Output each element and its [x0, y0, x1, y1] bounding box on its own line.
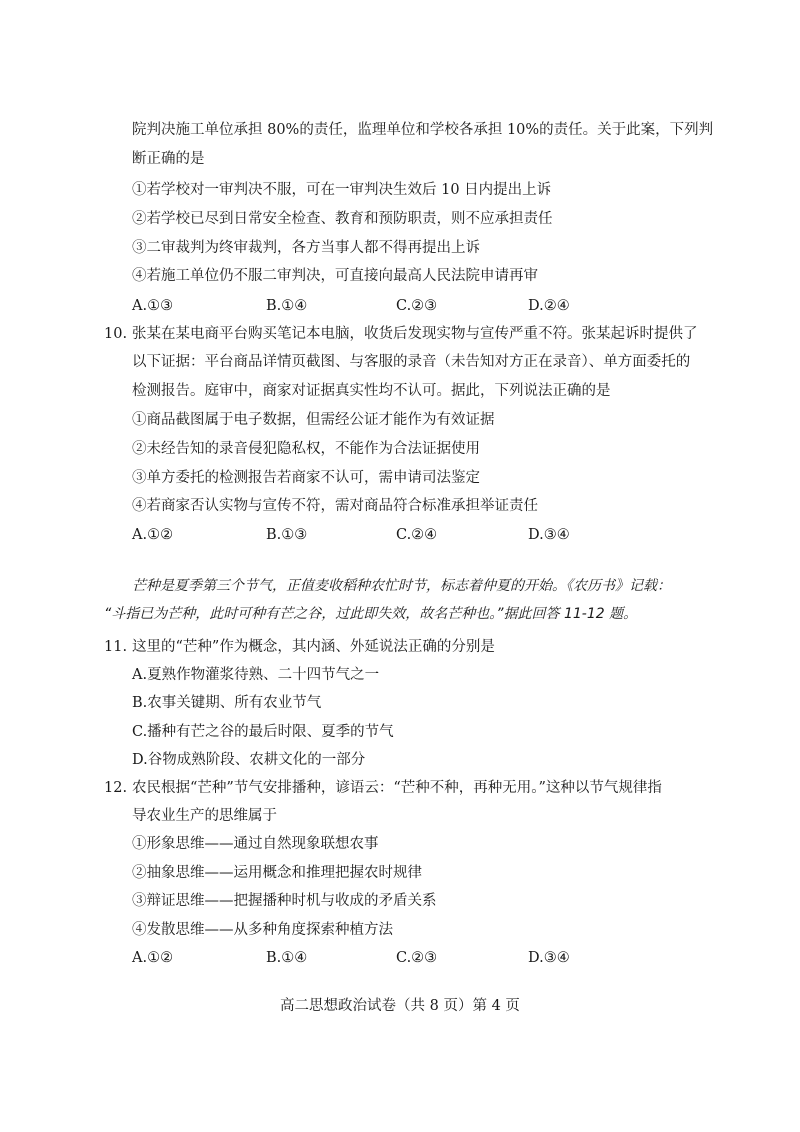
q11-choice-b: B.农事关键期、所有农业节气	[132, 695, 322, 711]
q10-item-3: ③单方委托的检测报告若商家不认可，需申请司法鉴定	[132, 470, 480, 486]
q11-number: 11.	[104, 639, 128, 655]
q10-number: 10.	[104, 326, 128, 342]
q12-item-2: ②抽象思维——运用概念和推理把握农时规律	[132, 865, 422, 881]
page-footer: 高二思想政治试卷（共 8 页）第 4 页	[280, 998, 520, 1014]
q10-option-b: B.①③	[266, 527, 308, 543]
q9-stem-line-2: 断正确的是	[132, 151, 205, 167]
q9-item-1: ①若学校对一审判决不服，可在一审判决生效后 10 日内提出上诉	[132, 182, 552, 198]
q9-item-2: ②若学校已尽到日常安全检查、教育和预防职责，则不应承担责任	[132, 211, 553, 227]
q9-option-a: A.①③	[132, 298, 174, 314]
q9-item-3: ③二审裁判为终审裁判，各方当事人都不得再提出上诉	[132, 240, 480, 256]
q12-item-4: ④发散思维——从多种角度探索种植方法	[132, 922, 393, 938]
q10-option-d: D.③④	[528, 527, 570, 543]
q10-item-4: ④若商家否认实物与宣传不符，需对商品符合标准承担举证责任	[132, 498, 538, 514]
q11-stem: 这里的“芒种”作为概念，其内涵、外延说法正确的分别是	[132, 639, 495, 655]
q9-option-c: C.②③	[396, 298, 438, 314]
q12-option-d: D.③④	[528, 950, 570, 966]
material-line-1: 芒种是夏季第三个节气，正值麦收稻种农忙时节，标志着仲夏的开始。《农历书》记载：	[132, 578, 671, 594]
q10-stem-line-1: 张某在某电商平台购买笔记本电脑，收货后发现实物与宣传严重不符。张某起诉时提供了	[132, 326, 698, 342]
q12-number: 12.	[104, 780, 128, 796]
q11-choice-a: A.夏熟作物灌浆待熟、二十四节气之一	[132, 667, 380, 683]
q10-stem-line-3: 检测报告。庭审中，商家对证据真实性均不认可。据此，下列说法正确的是	[132, 383, 611, 399]
q12-option-c: C.②③	[396, 950, 438, 966]
q12-item-1: ①形象思维——通过自然现象联想农事	[132, 836, 379, 852]
q12-option-a: A.①②	[132, 950, 174, 966]
q12-option-b: B.①④	[266, 950, 308, 966]
q9-item-4: ④若施工单位仍不服二审判决，可直接向最高人民法院申请再审	[132, 268, 538, 284]
q10-stem-line-2: 以下证据：平台商品详情页截图、与客服的录音（未告知对方正在录音）、单方面委托的	[132, 354, 691, 370]
q12-item-3: ③辩证思维——把握播种时机与收成的矛盾关系	[132, 893, 437, 909]
q12-stem-line-2: 导农业生产的思维属于	[132, 808, 277, 824]
q9-option-b: B.①④	[266, 298, 308, 314]
q10-option-c: C.②④	[396, 527, 438, 543]
q11-choice-c: C.播种有芒之谷的最后时限、夏季的节气	[132, 724, 394, 740]
q10-item-2: ②未经告知的录音侵犯隐私权，不能作为合法证据使用	[132, 441, 480, 457]
q9-stem-line-1: 院判决施工单位承担 80%的责任，监理单位和学校各承担 10%的责任。关于此案，下列判	[132, 122, 714, 138]
q12-stem-line-1: 农民根据“芒种”节气安排播种，谚语云：“芒种不种，再种无用。”这种以节气规律指	[132, 780, 662, 796]
q11-choice-d: D.谷物成熟阶段、农耕文化的一部分	[132, 752, 366, 768]
q10-option-a: A.①②	[132, 527, 174, 543]
material-line-2: “斗指已为芒种，此时可种有芒之谷，过此即失效，故名芒种也。”据此回答 11-12 题。	[104, 606, 638, 622]
q10-item-1: ①商品截图属于电子数据，但需经公证才能作为有效证据	[132, 412, 495, 428]
q9-option-d: D.②④	[528, 298, 570, 314]
